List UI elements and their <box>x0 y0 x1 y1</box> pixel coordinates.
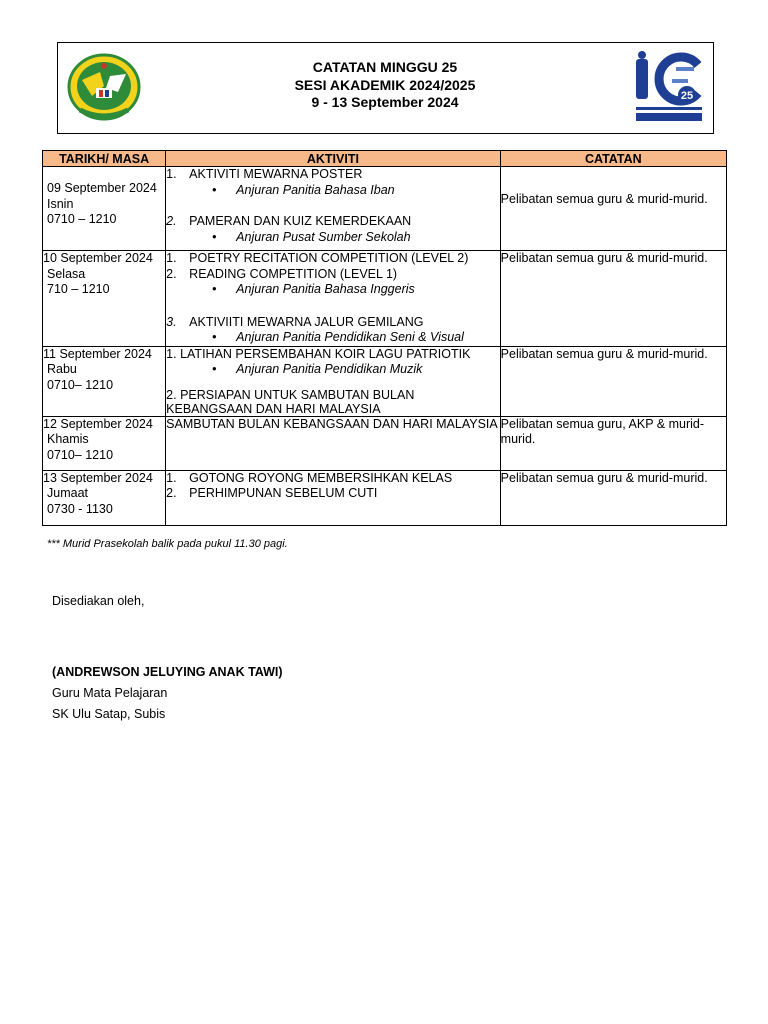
activity-item: 2. PERSIAPAN UNTUK SAMBUTAN BULAN KEBANGSAAN DAN HARI MALAYSIA <box>166 387 415 416</box>
activity-organizer: • Anjuran Panitia Pendidikan Seni & Visual <box>212 330 464 344</box>
bullet-icon: • <box>212 362 217 376</box>
table-row <box>43 346 727 416</box>
bullet-icon: • <box>212 282 217 296</box>
time-text: 710 – 1210 <box>47 282 110 296</box>
date-cell <box>43 167 166 251</box>
time-text: 0710 – 1210 <box>47 212 117 226</box>
signatory-name: (ANDREWSON JELUYING ANAK TAWI) <box>52 665 283 679</box>
activity-cell <box>166 470 500 525</box>
activity-organizer: • Anjuran Panitia Pendidikan Muzik <box>212 362 423 376</box>
title-line-1: CATATAN MINGGU 25 <box>312 59 458 75</box>
time-text: 0710– 1210 <box>47 377 114 392</box>
day-text: Isnin <box>47 196 74 211</box>
activity-item: 1. GOTONG ROYONG MEMBERSIHKAN KELAS <box>166 470 453 485</box>
date-text: 09 September 2024 <box>47 181 157 195</box>
day-text: Khamis <box>47 432 89 446</box>
activity-item: 1. AKTIVITI MEWARNA POSTER <box>166 167 363 181</box>
signatory-role: Guru Mata Pelajaran <box>52 686 168 700</box>
activity-cell <box>166 251 500 347</box>
date-text: 12 September 2024 <box>43 416 153 431</box>
date-text: 10 September 2024 <box>43 251 153 265</box>
activity-organizer: • Anjuran Panitia Bahasa Iban <box>212 182 395 197</box>
activity-item: SAMBUTAN BULAN KEBANGSAAN DAN HARI MALAYSIA <box>166 416 498 431</box>
activity-item: 2. PERHIMPUNAN SEBELUM CUTI <box>166 486 378 500</box>
bullet-icon: • <box>212 330 217 344</box>
table-header-row <box>43 151 727 167</box>
activity-cell <box>166 416 500 470</box>
bullet-icon: • <box>212 182 217 197</box>
notes-text: Pelibatan semua guru & murid-murid. <box>500 192 708 206</box>
date-text: 13 September 2024 <box>43 470 153 485</box>
footnote: *** Murid Prasekolah balik pada pukul 11.30 pagi. <box>47 538 288 550</box>
date-cell <box>43 416 166 470</box>
activity-item: 3. AKTIVIITI MEWARNA JALUR GEMILANG <box>166 314 424 329</box>
notes-cell <box>500 251 726 347</box>
program-25-logo-icon <box>632 51 706 123</box>
notes-text: Pelibatan semua guru, AKP & murid-murid. <box>500 416 705 446</box>
activity-item: 2. READING COMPETITION (LEVEL 1) <box>166 266 398 281</box>
date-cell <box>43 346 166 416</box>
day-text: Rabu <box>47 362 77 376</box>
title-line-2: SESI AKADEMIK 2024/2025 <box>294 76 476 93</box>
activity-item: 1. POETRY RECITATION COMPETITION (LEVEL 2) <box>166 251 469 265</box>
notes-cell <box>500 167 726 251</box>
header-date-time: TARIKH/ MASA <box>43 151 166 167</box>
day-text: Jumaat <box>47 486 88 500</box>
date-cell <box>43 470 166 525</box>
date-cell <box>43 251 166 347</box>
school-crest-icon <box>66 52 142 122</box>
activity-organizer: • Anjuran Pusat Sumber Sekolah <box>212 229 411 244</box>
notes-text: Pelibatan semua guru & murid-murid. <box>500 470 708 485</box>
activity-cell <box>166 346 500 416</box>
activity-item: 1. LATIHAN PERSEMBAHAN KOIR LAGU PATRIOTIK <box>166 346 471 361</box>
table-row <box>43 251 727 347</box>
title-line-3: 9 - 13 September 2024 <box>311 94 459 110</box>
signatory-school: SK Ulu Satap, Subis <box>52 707 166 721</box>
notes-text: Pelibatan semua guru & murid-murid. <box>500 346 708 361</box>
day-text: Selasa <box>47 266 86 281</box>
table-row <box>43 416 727 470</box>
date-text: 11 September 2024 <box>43 346 152 361</box>
table-row <box>43 167 727 251</box>
notes-text: Pelibatan semua guru & murid-murid. <box>500 251 708 265</box>
logo-number: 25 <box>680 90 694 102</box>
table-row <box>43 470 727 525</box>
activity-item: 2. PAMERAN DAN KUIZ KEMERDEKAAN <box>166 214 412 228</box>
time-text: 0730 - 1130 <box>47 501 113 516</box>
schedule-table <box>42 150 727 526</box>
header-activity: AKTIVITI <box>166 151 500 167</box>
bullet-icon: • <box>212 229 217 244</box>
page-title <box>230 59 540 112</box>
time-text: 0710– 1210 <box>47 447 114 462</box>
header-notes: CATATAN <box>500 151 726 167</box>
notes-cell <box>500 416 726 470</box>
notes-cell <box>500 470 726 525</box>
notes-cell <box>500 346 726 416</box>
activity-cell <box>166 167 500 251</box>
prepared-by-label: Disediakan oleh, <box>52 594 145 608</box>
activity-organizer: • Anjuran Panitia Bahasa Inggeris <box>212 282 415 296</box>
